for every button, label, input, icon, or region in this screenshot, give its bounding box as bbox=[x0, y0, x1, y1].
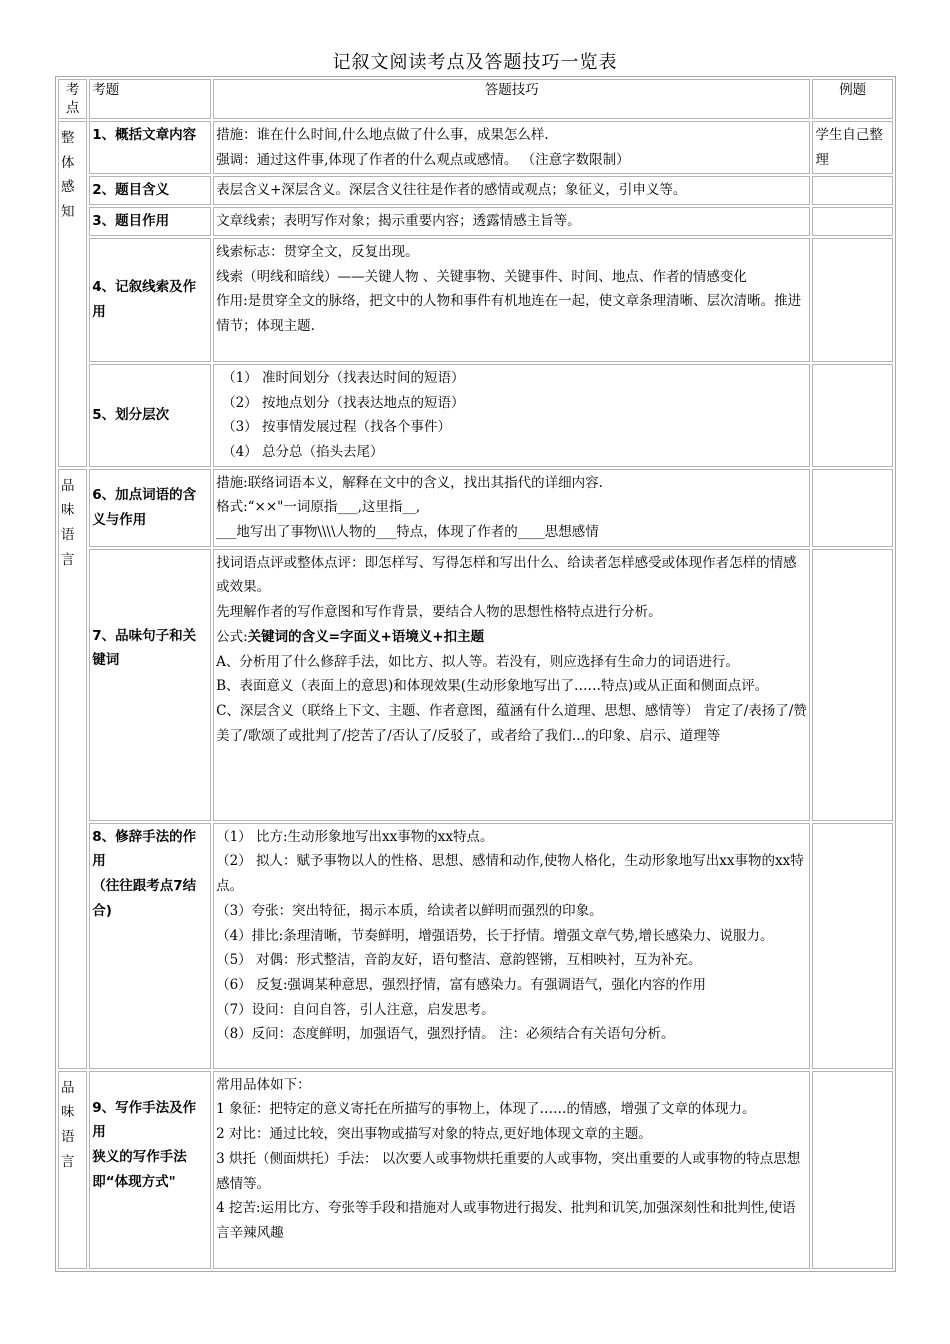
exam-points-table bbox=[55, 76, 896, 1272]
example-cell bbox=[812, 823, 893, 1069]
skill-line: 常用品体如下： bbox=[216, 1076, 311, 1093]
skill-writing-techniques bbox=[213, 1071, 810, 1269]
topic-rhetoric bbox=[89, 823, 211, 1069]
skill-line: 先理解作者的写作意图和写作背景，要结合人物的思想性格特点进行分析。 bbox=[216, 604, 662, 621]
skill-line: 作用:是贯穿全文的脉络，把文中的人物和事件有机地连在一起，使文章条理清晰、层次清晰。推进情节；体现主题. bbox=[216, 293, 802, 334]
header-answer-skill: 答题技巧 bbox=[213, 79, 810, 119]
table-header-row bbox=[58, 79, 893, 119]
topic-title-function: 3、题目作用 bbox=[89, 207, 211, 236]
formula-prefix: 公式: bbox=[216, 628, 248, 645]
skill-line: 3 烘托（侧面烘托）手法： 以次要人或事物烘托重要的人或事物，突出重要的人或事物的特点思想感情等。 bbox=[216, 1150, 801, 1192]
skill-title-meaning: 表层含义+深层含义。深层含义往往是作者的感情或观点；象征义，引申义等。 bbox=[213, 176, 810, 205]
topic-writing-techniques bbox=[89, 1071, 211, 1269]
topic-line: 狭义的写作手法即“体现方式" bbox=[92, 1149, 187, 1190]
skill-line: 措施：谁在什么时间,什么地点做了什么事，成果怎么样. bbox=[216, 127, 549, 143]
topic-dotted-words: 6、加点词语的含义与作用 bbox=[89, 469, 211, 547]
table-row bbox=[58, 364, 893, 467]
skill-line: （4） 总分总（掐头去尾） bbox=[222, 443, 384, 460]
formula-line bbox=[216, 625, 807, 650]
skill-line: （4）排比:条理清晰，节奏鲜明，增强语势，长于抒情。增强文章气势,增长感染力、说服力。 bbox=[216, 927, 774, 944]
example-cell: 学生自己整理 bbox=[812, 121, 893, 174]
skill-line: （2） 按地点划分（找表达地点的短语） bbox=[222, 394, 465, 411]
skill-dotted-words bbox=[213, 469, 810, 547]
skill-line: A、分析用了什么修辞手法，如比方、拟人等。若没有，则应选择有生命力的词语进行。 bbox=[216, 653, 739, 670]
skill-line: 1 象征：把特定的意义寄托在所描写的事物上，体现了……的情感，增强了文章的体现力。 bbox=[216, 1101, 756, 1118]
table-row bbox=[58, 207, 893, 236]
formula-text: 关键词的含义=字面义+语境义+扣主题 bbox=[247, 628, 485, 645]
topic-narrative-clue: 4、记叙线索及作用 bbox=[89, 238, 211, 362]
skill-line: 格式:“××"一词原指___,这里指__, bbox=[216, 499, 421, 516]
skill-savor-sentences bbox=[213, 549, 810, 821]
skill-summarize-content bbox=[213, 121, 810, 174]
skill-line: C、深层含义（联络上下文、主题、作者意图，蕴涵有什么道理、思想、感情等） 肯定了/表扬了/赞美了/歌颂了或批判了/挖苦了/否认了/反驳了，或者给了我们…的印象、启示、道理等 bbox=[216, 702, 807, 744]
table-row bbox=[58, 823, 893, 1069]
table-row bbox=[58, 1071, 893, 1269]
table-row bbox=[58, 176, 893, 205]
skill-line: B、表面意义（表面上的意思)和体现效果(生动形象地写出了……特点)或从正面和侧面点评。 bbox=[216, 678, 769, 695]
skill-line: （1） 比方:生动形象地写出xx事物的xx特点。 bbox=[216, 828, 494, 845]
skill-line: ___地写出了事物\\\\人物的___特点，体现了作者的____思想感情 bbox=[216, 524, 599, 541]
topic-title-meaning: 2、题目含义 bbox=[89, 176, 211, 205]
section-overall-perception: 整体感知 bbox=[58, 121, 87, 467]
header-example: 例题 bbox=[812, 79, 893, 119]
table-row bbox=[58, 549, 893, 821]
skill-line: （1） 准时间划分（找表达时间的短语） bbox=[222, 369, 465, 386]
example-cell bbox=[812, 469, 893, 547]
skill-line: 线索（明线和暗线）——关键人物 、关键事物、关键事件、时间、地点、作者的情感变化 bbox=[216, 268, 747, 285]
header-exam-point: 考点 bbox=[58, 79, 87, 119]
example-cell bbox=[812, 176, 893, 205]
skill-line: （3） 按事情发展过程（找各个事件） bbox=[222, 419, 451, 436]
section-savor-language-2: 品味语言 bbox=[58, 1071, 87, 1269]
example-cell bbox=[812, 207, 893, 236]
page-title: 记叙文阅读考点及答题技巧一览表 bbox=[332, 52, 618, 73]
skill-line: 找词语点评或整体点评：即怎样写、写得怎样和写出什么、给读者怎样感受或体现作者怎样的情感或效果。 bbox=[216, 554, 797, 596]
skill-line: 措施:联络词语本义，解释在文中的含义，找出其指代的详细内容. bbox=[216, 474, 603, 491]
skill-line: （7）设问：自问自答，引人注意，启发思考。 bbox=[216, 1001, 495, 1018]
skill-line: （2） 拟人：赋予事物以人的性格、思想、感情和动作,使物人格化，生动形象地写出xx事物的xx特点。 bbox=[216, 853, 804, 895]
table-row bbox=[58, 238, 893, 362]
skill-line: （8）反问：态度鲜明，加强语气，强烈抒情。 注：必须结合有关语句分析。 bbox=[216, 1026, 675, 1043]
table-row bbox=[58, 121, 893, 174]
topic-divide-layers: 5、划分层次 bbox=[89, 364, 211, 467]
example-cell bbox=[812, 549, 893, 821]
skill-narrative-clue bbox=[213, 238, 810, 362]
topic-line: （往往跟考点7结合) bbox=[92, 878, 197, 919]
skill-line: 线索标志：贯穿全文，反复出现。 bbox=[216, 243, 419, 260]
skill-line: （3）夸张：突出特征，揭示本质，给读者以鲜明而强烈的印象。 bbox=[216, 902, 603, 919]
skill-line: 强调：通过这件事,体现了作者的什么观点或感情。 （注意字数限制） bbox=[216, 151, 630, 168]
header-question: 考题 bbox=[89, 79, 211, 119]
topic-savor-sentences: 7、品味句子和关键词 bbox=[89, 549, 211, 821]
skill-line: 2 对比：通过比较，突出事物或描写对象的特点,更好地体现文章的主题。 bbox=[216, 1126, 652, 1143]
skill-line: （5） 对偶：形式整洁，音韵友好，语句整洁、意韵铿锵，互相映衬，互为补充。 bbox=[216, 952, 702, 969]
topic-summarize-content: 1、概括文章内容 bbox=[89, 121, 211, 174]
example-cell bbox=[812, 238, 893, 362]
skill-title-function: 文章线索；表明写作对象；揭示重要内容；透露情感主旨等。 bbox=[213, 207, 810, 236]
skill-divide-layers bbox=[213, 364, 810, 467]
skill-line: （6） 反复:强调某种意思，强烈抒情，富有感染力。有强调语气，强化内容的作用 bbox=[216, 976, 707, 993]
topic-line: 8、修辞手法的作用 bbox=[92, 828, 197, 870]
table-row bbox=[58, 469, 893, 547]
example-cell bbox=[812, 1071, 893, 1269]
skill-rhetoric bbox=[213, 823, 810, 1069]
example-cell bbox=[812, 364, 893, 467]
section-savor-language: 品味语言 bbox=[58, 469, 87, 1069]
skill-line: 4 挖苦:运用比方、夸张等手段和措施对人或事物进行揭发、批判和讥笑,加强深刻性和批判性,使语言辛辣风趣 bbox=[216, 1200, 796, 1241]
topic-line: 9、写作手法及作用 bbox=[92, 1099, 197, 1141]
